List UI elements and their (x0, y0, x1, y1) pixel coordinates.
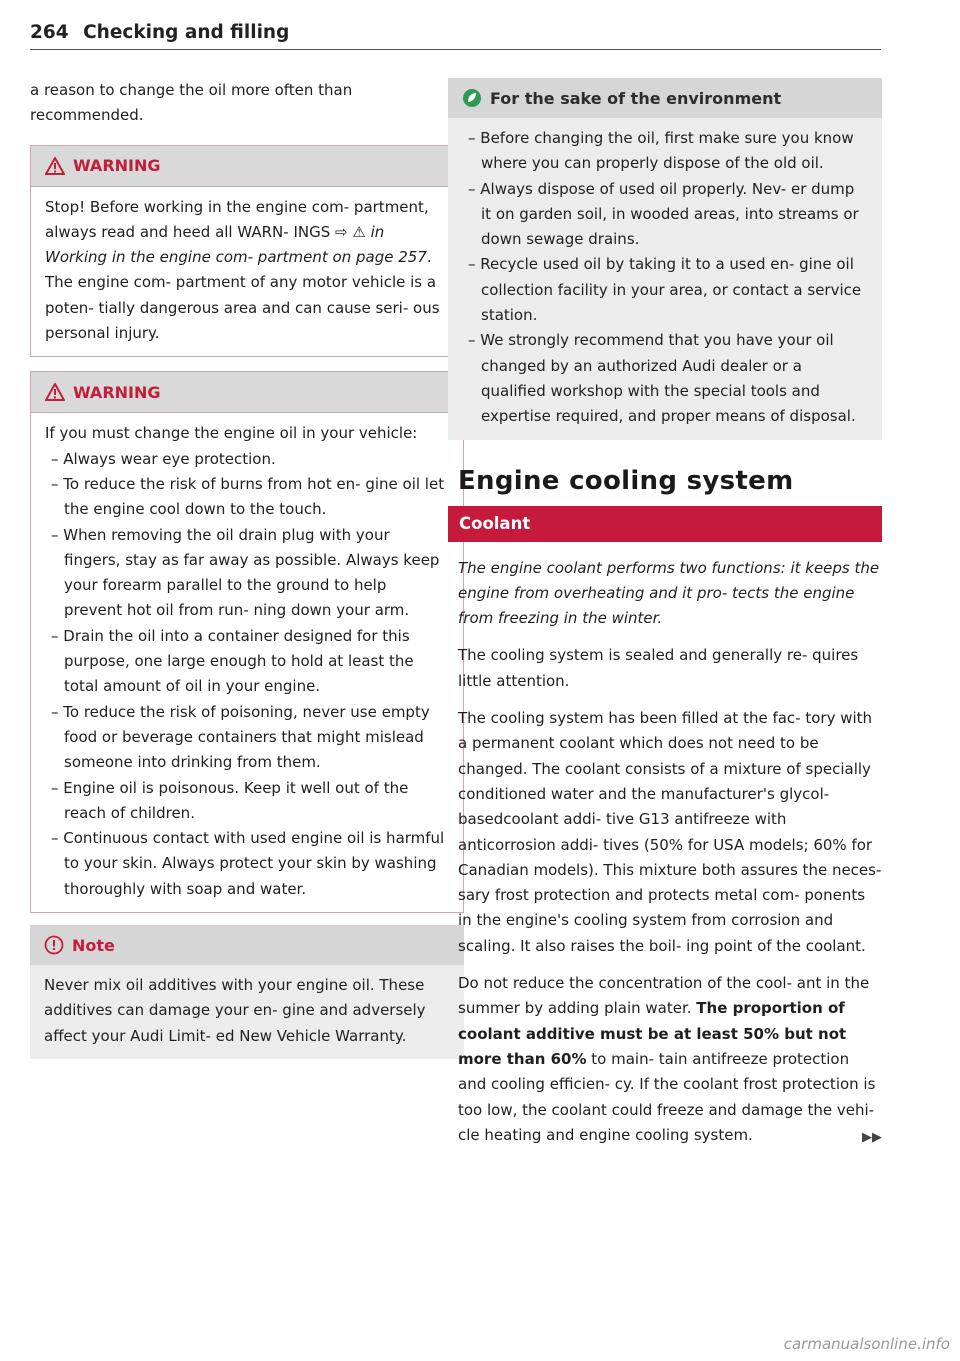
environment-header (448, 78, 882, 118)
note-box (30, 925, 464, 1059)
list-item: – Recycle used oil by taking it to a used en- gine oil collection facility in your area, or contact a service station. (462, 252, 868, 328)
warning-box-2 (30, 371, 464, 913)
warning-box-1 (30, 145, 464, 358)
list-item: – Drain the oil into a container designed for this purpose, one large enough to hold at least the total amount of oil in your engine. (45, 624, 449, 700)
list-item: – To reduce the risk of burns from hot en- gine oil let the engine cool down to the touch. (45, 472, 449, 523)
list-item: – Always dispose of used oil properly. Nev- er dump it on garden soil, in wooded areas, into streams or down sewage drains. (462, 177, 868, 253)
list-item: – Engine oil is poisonous. Keep it well out of the reach of children. (45, 776, 449, 827)
environment-list (462, 126, 868, 430)
note-text: Never mix oil additives with your engine oil. These additives can damage your en- gine and adversely affect your Audi Limit- ed New Vehicle Warranty. (44, 976, 426, 1045)
note-header (30, 925, 464, 965)
page-number: 264 (30, 22, 69, 43)
warning-header (31, 372, 463, 413)
leaf-icon (462, 88, 482, 108)
left-column (30, 78, 464, 1059)
warning-header (31, 146, 463, 187)
paragraph: The cooling system is sealed and generally re- quires little attention. (458, 646, 859, 690)
page-reference-link[interactable]: in Working in the engine com- partment on page 257 (45, 222, 427, 267)
paragraph: The cooling system has been filled at the fac- tory with a permanent coolant which does not need to be changed. The coolant consists of a mixture of specially conditioned water and the manufacturer's glycol-basedcoolant addi- tive G13 antifreeze with anticorrosion addi- tives (50% for USA models; 60% for Canadian models). This mixture both assures the neces- sary frost protection and protects metal com- ponents in the engine's cooling system from corrosion and scaling. It also raises the boil- ing point of the coolant. (458, 709, 882, 955)
right-column (448, 78, 882, 1160)
list-item: – To reduce the risk of poisoning, never use empty food or beverage containers that might mislead someone into drinking from them. (45, 700, 449, 776)
page-header (30, 22, 881, 50)
info-icon (44, 935, 64, 955)
warning-lead: If you must change the engine oil in your vehicle: (45, 424, 418, 443)
environment-box (448, 78, 882, 440)
list-item: – Continuous contact with used engine oil is harmful to your skin. Always protect your skin by washing thoroughly with soap and water. (45, 826, 449, 902)
paragraph: Do not reduce the concentration of the cool- ant in the summer by adding plain water. The proportion of coolant additive must be at least 50% but not more than 60% to main- tain antifreeze protection and cooling efficien- cy. If the coolant frost protection is too low, the coolant could freeze and damage the vehi- cle heating and engine cooling system. ▶▶ (448, 971, 882, 1148)
warning-label: WARNING (73, 382, 161, 402)
continue-arrow-icon: ▶▶ (862, 1129, 882, 1145)
list-item: – When removing the oil drain plug with your fingers, stay as far away as possible. Always keep your forearm parallel to the ground to help prevent hot oil from run- ning down your arm. (45, 523, 449, 624)
warning-list (45, 447, 449, 902)
list-item: – Before changing the oil, first make sure you know where you can properly dispose of the old oil. (462, 126, 868, 177)
intro-text: a reason to change the oil more often than recommended. (30, 81, 353, 125)
environment-label: For the sake of the environment (490, 88, 782, 108)
warning-icon (45, 157, 65, 175)
subsection-band: Coolant (448, 506, 882, 542)
warning-label: WARNING (73, 156, 161, 176)
watermark: carmanualsonline.info (783, 1335, 950, 1353)
chapter-title: Checking and filling (83, 22, 290, 43)
list-item: – Always wear eye protection. (45, 447, 449, 472)
note-label: Note (72, 935, 115, 955)
intro-italic: The engine coolant performs two functions: it keeps the engine from overheating and it pro- tects the engine from freezing in the winter. (458, 558, 880, 628)
list-item: – We strongly recommend that you have your oil changed by an authorized Audi dealer or a qualified workshop with the special tools and expertise required, and proper means of disposal. (462, 328, 868, 429)
warning-icon (45, 383, 65, 401)
section-heading: Engine cooling system (458, 465, 794, 496)
warning-text: Stop! Before working in the engine com- partment, always read and heed all WARN- INGS ⇨ ⚠ in Working in the engine com- partment on page 257. The engine com- partment of any motor vehicle is a poten- tially dangerous area and can cause seri- ous personal injury. (45, 197, 440, 343)
